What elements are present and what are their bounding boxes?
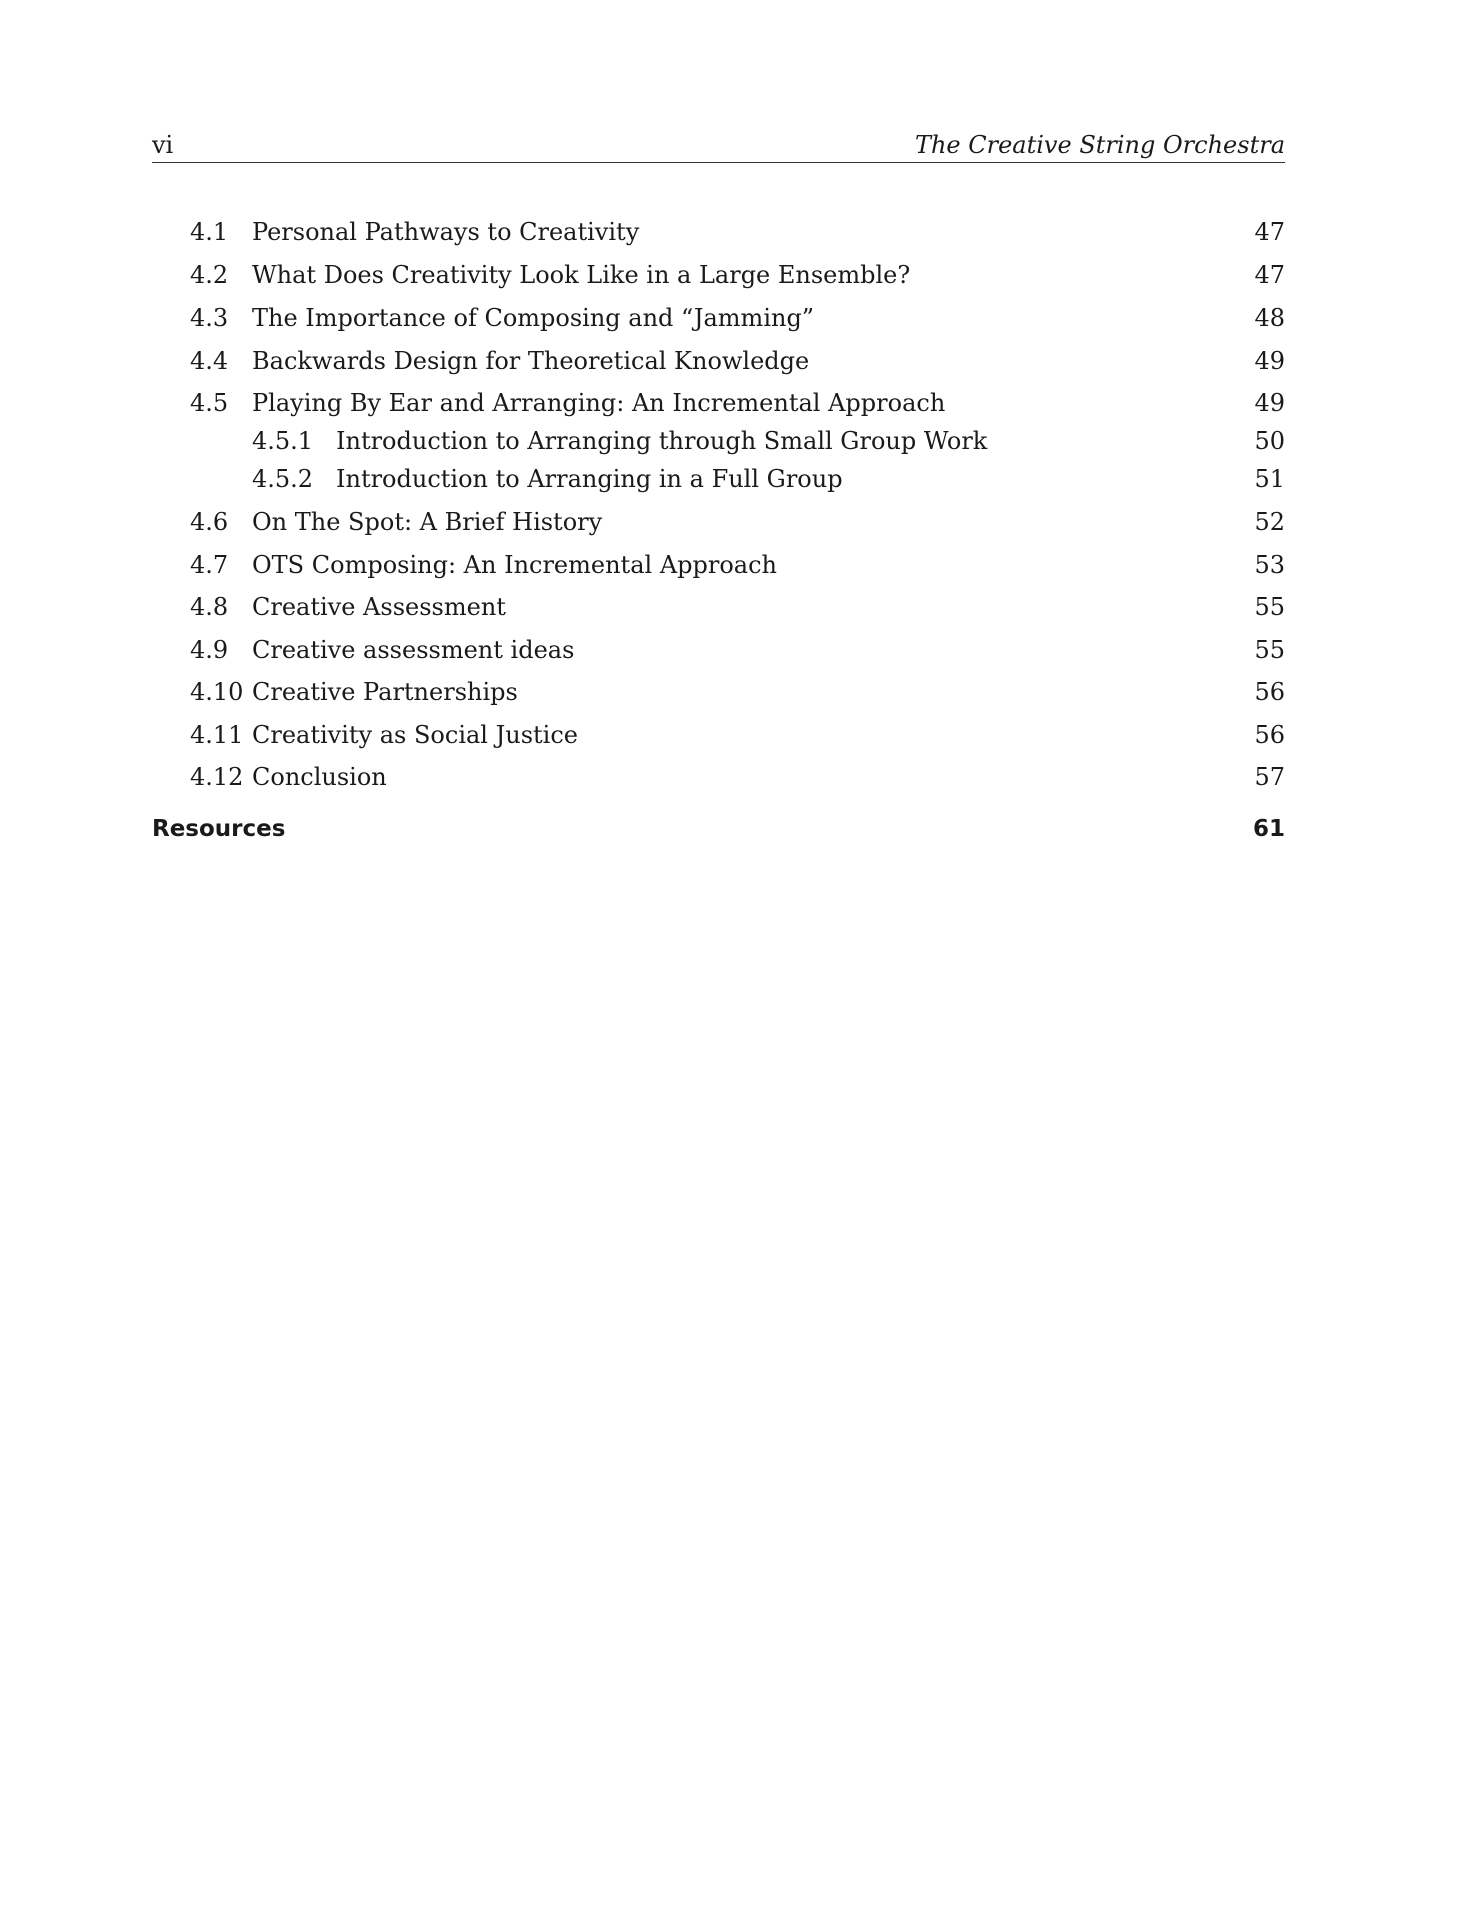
toc-entry-title: On The Spot: A Brief History (252, 504, 608, 540)
toc-entry-page: 55 (1254, 593, 1285, 621)
toc-entry-number: 4.8 (190, 593, 229, 621)
toc-entry-number: 4.2 (190, 261, 229, 289)
toc-entry[interactable] (152, 717, 1285, 753)
toc-entry-page: 57 (1254, 763, 1285, 791)
toc-chapter-entry[interactable] (152, 811, 1285, 847)
toc-entry-number: 4.12 (190, 763, 244, 791)
toc-entry-title: Conclusion (252, 759, 393, 795)
toc-entry[interactable] (152, 257, 1285, 293)
toc-entry-page: 48 (1254, 304, 1285, 332)
toc-entry-title: The Importance of Composing and “Jamming” (252, 300, 820, 336)
toc-entry-title: Creative Assessment (252, 589, 512, 625)
toc-entry-number: 4.10 (190, 678, 244, 706)
toc-entry[interactable] (152, 547, 1285, 583)
toc-entry-title: Introduction to Arranging through Small Group Work (336, 423, 993, 459)
toc-entry-page: 55 (1254, 636, 1285, 664)
toc-entry-title: Introduction to Arranging in a Full Group (336, 461, 849, 497)
toc-entry-title: Creative Partnerships (252, 674, 524, 710)
toc-subentry[interactable] (152, 461, 1285, 497)
toc-entry-title: Personal Pathways to Creativity (252, 214, 645, 250)
toc-entry-number: 4.5.2 (252, 465, 314, 493)
running-header (152, 128, 1285, 163)
toc-entry[interactable] (152, 759, 1285, 795)
toc-entry-number: 4.1 (190, 218, 229, 246)
book-title: The Creative String Orchestra (914, 131, 1285, 159)
toc-entry-number: 4.11 (190, 721, 244, 749)
toc-entry-page: 50 (1254, 427, 1285, 455)
toc-entry-number: 4.5 (190, 389, 229, 417)
toc-entry-title: Creativity as Social Justice (252, 717, 584, 753)
toc-entry[interactable] (152, 343, 1285, 379)
toc-entry-number: 4.3 (190, 304, 229, 332)
toc-entry[interactable] (152, 632, 1285, 668)
toc-entry-page: 51 (1254, 465, 1285, 493)
toc-entry-page: 47 (1254, 261, 1285, 289)
toc-entry-page: 56 (1254, 721, 1285, 749)
page-number: vi (152, 131, 174, 159)
toc-entry[interactable] (152, 214, 1285, 250)
toc-entry-title: Backwards Design for Theoretical Knowledge (252, 343, 815, 379)
toc-entry-number: 4.6 (190, 508, 229, 536)
toc-entry[interactable] (152, 589, 1285, 625)
toc-entry-page: 49 (1254, 347, 1285, 375)
toc-entry[interactable] (152, 504, 1285, 540)
toc-chapter-page: 61 (1252, 816, 1285, 842)
toc-chapter-title: Resources (152, 811, 291, 847)
toc-entry-title: What Does Creativity Look Like in a Large Ensemble? (252, 257, 916, 293)
toc-entry-number: 4.5.1 (252, 427, 314, 455)
toc-entry-title: OTS Composing: An Incremental Approach (252, 547, 783, 583)
toc-entry-page: 49 (1254, 389, 1285, 417)
toc-entry-page: 47 (1254, 218, 1285, 246)
toc-entry-page: 56 (1254, 678, 1285, 706)
toc-entry-number: 4.9 (190, 636, 229, 664)
toc-entry-number: 4.7 (190, 551, 229, 579)
toc-entry-title: Creative assessment ideas (252, 632, 580, 668)
toc-entry-page: 52 (1254, 508, 1285, 536)
toc-subentry[interactable] (152, 423, 1285, 459)
toc-entry-page: 53 (1254, 551, 1285, 579)
toc-entry-title: Playing By Ear and Arranging: An Incremental Approach (252, 385, 951, 421)
toc-entry[interactable] (152, 300, 1285, 336)
toc-entry[interactable] (152, 674, 1285, 710)
toc-entry[interactable] (152, 385, 1285, 421)
toc-entry-number: 4.4 (190, 347, 229, 375)
